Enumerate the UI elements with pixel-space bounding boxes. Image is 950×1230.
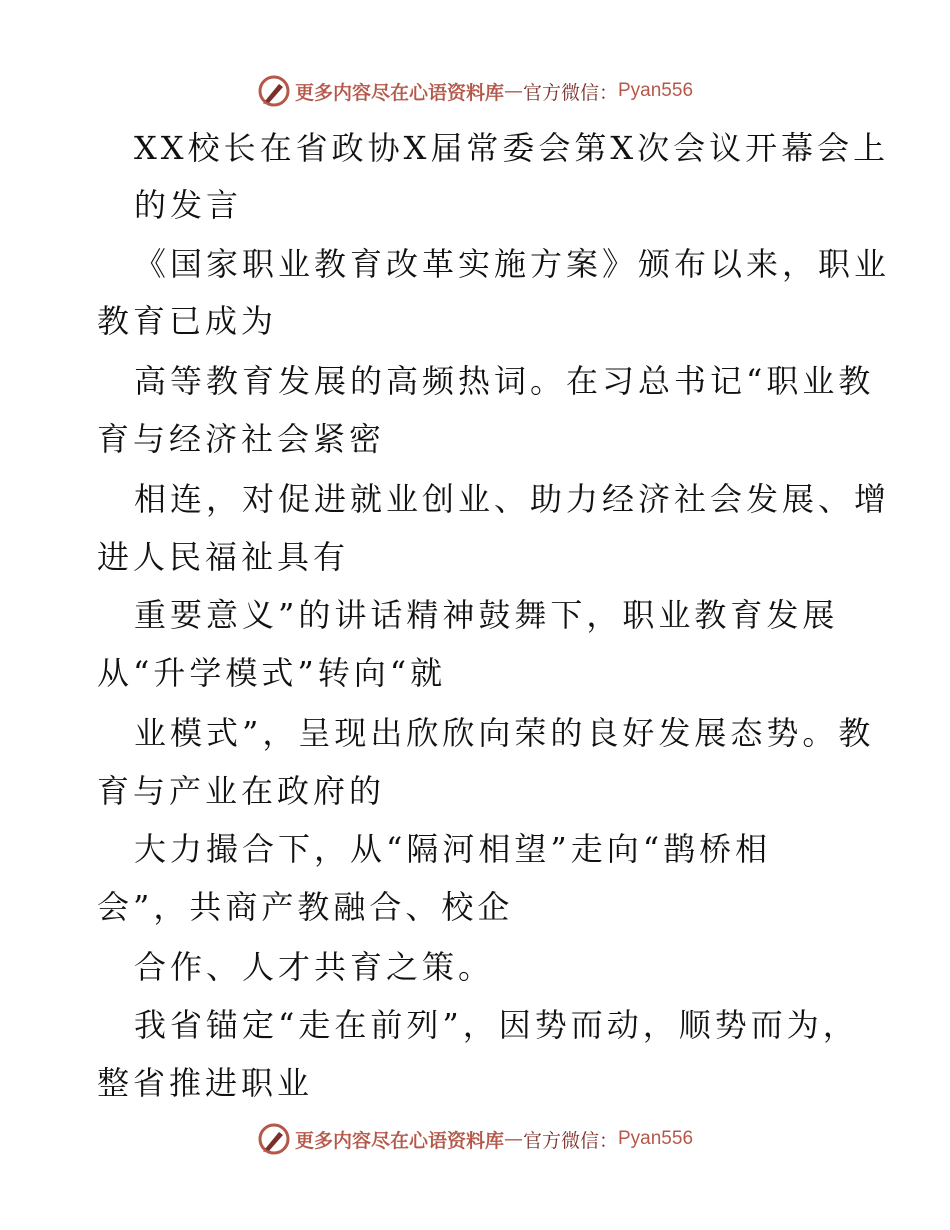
- header-banner-sub: 官方微信：: [522, 81, 618, 104]
- footer-banner-main: 更多内容尽在心语资料库: [294, 1129, 504, 1152]
- footer-banner-text: [295, 1126, 693, 1153]
- footer-banner-id: Pyan556: [618, 1128, 694, 1149]
- doc-line: 整省推进职业: [97, 1064, 314, 1102]
- doc-line: 合作、人才共育之策。: [134, 948, 495, 986]
- pen-logo-icon: [257, 1122, 291, 1156]
- doc-line: 重要意义”的讲话精神鼓舞下，职业教育发展: [134, 596, 839, 634]
- doc-title-line-1: XX校长在省政协X届常委会第X次会议开幕会上: [134, 129, 890, 167]
- doc-line: 《国家职业教育改革实施方案》颁布以来，职业: [134, 245, 891, 283]
- doc-line: 育与产业在政府的: [97, 772, 386, 810]
- doc-line: 我省锚定“走在前列”，因势而动，顺势而为，: [134, 1006, 859, 1044]
- footer-banner-sub: 官方微信：: [522, 1129, 618, 1152]
- footer-watermark-banner: [0, 1119, 950, 1159]
- doc-line: 大力撮合下，从“隔河相望”走向“鹊桥相: [134, 830, 772, 868]
- doc-line: 育与经济社会紧密: [97, 420, 386, 458]
- doc-line: 相连，对促进就业创业、助力经济社会发展、增: [134, 480, 891, 518]
- header-banner-dash: —: [503, 80, 523, 102]
- header-banner-id: Pyan556: [618, 80, 694, 101]
- doc-line: 进人民福祉具有: [97, 538, 350, 576]
- doc-line: 从“升学模式”转向“就: [97, 654, 447, 692]
- doc-line: 教育已成为: [97, 302, 278, 340]
- doc-line: 业模式”，呈现出欣欣向荣的良好发展态势。教: [134, 714, 875, 752]
- doc-line: 会”，共商产教融合、校企: [97, 888, 514, 926]
- doc-line: 高等教育发展的高频热词。在习总书记“职业教: [134, 362, 875, 400]
- doc-title-line-2: 的发言: [134, 186, 243, 224]
- header-banner-main: 更多内容尽在心语资料库: [294, 81, 504, 104]
- footer-banner-dash: —: [503, 1128, 523, 1150]
